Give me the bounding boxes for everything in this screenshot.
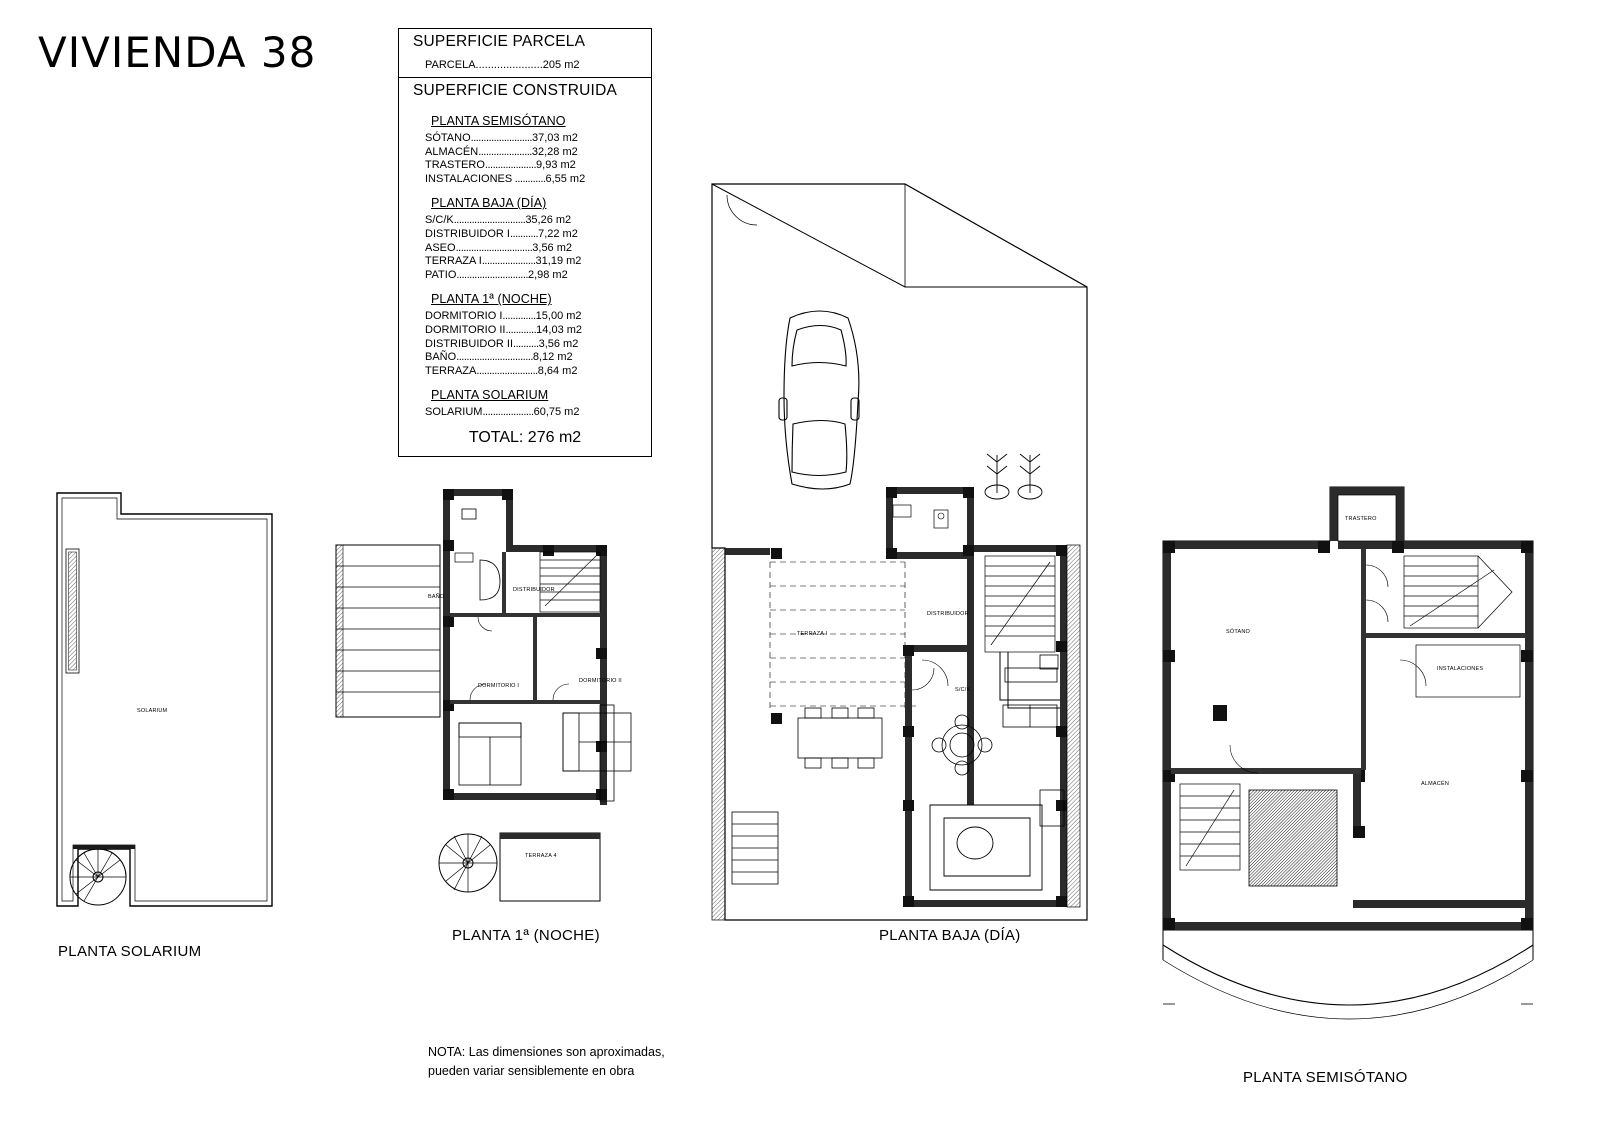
room-label-sck: S/C/K — [955, 687, 971, 693]
area-row-dots: ..................... — [481, 255, 536, 268]
area-row-dots: ..................... — [478, 145, 532, 158]
area-row-name: SÓTANO — [425, 132, 471, 144]
room-label-terraza-noche: TERRAZA 4 — [525, 853, 557, 859]
caption-planta-semisotano: PLANTA SEMISÓTANO — [1243, 1069, 1408, 1086]
area-row-value: 8,64 m2 — [537, 364, 578, 377]
section-heading-baja: PLANTA BAJA (DÍA) — [431, 196, 547, 211]
section-heading-noche: PLANTA 1ª (NOCHE) — [431, 292, 552, 307]
area-row-name: TRASTERO — [425, 159, 485, 172]
room-label-almacen: ALMACÉN — [1421, 781, 1449, 787]
area-row-dots: .......... — [513, 337, 539, 350]
room-label-instalaciones: INSTALACIONES — [1437, 666, 1484, 672]
area-row-value: 35,26 m2 — [525, 214, 572, 227]
area-row-dots: ............ — [505, 323, 537, 336]
section-heading-solarium: PLANTA SOLARIUM — [431, 388, 549, 403]
area-row-value: 6,55 m2 — [545, 172, 586, 185]
plant-icon — [985, 454, 1042, 499]
area-row-name: DISTRIBUIDOR I — [425, 227, 510, 240]
area-row-dots: ........... — [509, 227, 539, 240]
area-row-dots: ........................ — [476, 364, 538, 377]
area-row-name: SOLARIUM — [425, 406, 483, 419]
area-row-name: DORMITORIO I — [425, 310, 503, 323]
page-title: VIVIENDA 38 — [38, 28, 317, 77]
room-label-dormitorio-ii: DORMITORIO II — [579, 678, 622, 684]
area-row-dots: ............................ — [456, 268, 528, 281]
area-row-value: 15,00 m2 — [535, 310, 582, 323]
caption-planta-primera: PLANTA 1ª (NOCHE) — [452, 927, 600, 944]
parcela-dots: ...................... — [475, 59, 543, 71]
room-label-bano: BAÑO — [428, 594, 445, 600]
area-row-name: TERRAZA I — [425, 255, 482, 268]
area-row-value: 32,28 m2 — [531, 145, 578, 158]
area-row-dots: ............................ — [453, 214, 526, 227]
plan-baja-dia — [712, 184, 1087, 920]
area-row-name: DISTRIBUIDOR II — [425, 337, 514, 350]
room-label-distribuidor-i: DISTRIBUIDOR — [927, 611, 969, 617]
room-label-solarium: SOLARIUM — [137, 708, 168, 714]
room-label-dormitorio-i: DORMITORIO I — [478, 683, 520, 689]
total-area: TOTAL: 276 m2 — [468, 428, 582, 446]
area-row-value: 2,98 m2 — [527, 268, 568, 281]
car-icon — [779, 311, 859, 489]
parcela-value: 205 m2 — [542, 59, 580, 71]
room-label-trastero: TRASTERO — [1345, 516, 1377, 522]
area-row-value: 7,22 m2 — [538, 227, 578, 240]
area-row-dots: .................... — [482, 406, 534, 419]
section-heading-semisotano: PLANTA SEMISÓTANO — [431, 114, 566, 128]
caption-planta-baja: PLANTA BAJA (DÍA) — [879, 927, 1021, 944]
area-row-dots: .............................. — [455, 241, 533, 254]
plan-solarium — [57, 493, 272, 906]
spiral-stair-noche — [439, 834, 497, 892]
parcela-name: PARCELA — [425, 59, 476, 71]
spiral-stair-solarium — [70, 849, 126, 905]
area-row-name: INSTALACIONES — [425, 172, 513, 185]
area-row-dots: ............. — [502, 310, 536, 323]
caption-planta-solarium: PLANTA SOLARIUM — [58, 943, 202, 960]
area-row-name: DORMITORIO II — [425, 323, 506, 336]
area-row-name: ALMACÉN — [425, 145, 479, 158]
note-line-1: NOTA: Las dimensiones son aproximadas, — [428, 1045, 665, 1059]
area-row-value: 8,12 m2 — [532, 351, 573, 364]
area-row-name: TERRAZA — [425, 364, 477, 377]
area-row-name: S/C/K — [425, 214, 454, 227]
parcela-heading: SUPERFICIE PARCELA — [413, 33, 586, 50]
room-label-sotano: SÓTANO — [1226, 629, 1251, 635]
room-label-terraza-i: TERRAZA I — [797, 631, 828, 637]
area-row-value: 3,56 m2 — [532, 241, 573, 254]
area-row-name: ASEO — [425, 241, 456, 254]
area-row-value: 3,56 m2 — [538, 337, 579, 350]
area-row-name: BAÑO — [425, 351, 457, 364]
area-row-dots: ........................ — [470, 132, 532, 144]
area-row-dots: .................... — [484, 159, 537, 172]
room-label-distribuidor-ii: DISTRIBUIDOR — [513, 587, 555, 593]
area-row-value: 37,03 m2 — [532, 132, 578, 144]
disclaimer-note — [428, 1043, 665, 1081]
area-row-value: 14,03 m2 — [536, 323, 583, 336]
area-row-dots: .............................. — [456, 351, 533, 364]
construida-heading: SUPERFICIE CONSTRUIDA — [413, 82, 617, 99]
area-row-dots: ............ — [512, 172, 546, 185]
area-row-value: 9,93 m2 — [536, 159, 576, 172]
area-row-value: 31,19 m2 — [535, 255, 582, 268]
area-row-name: PATIO — [425, 268, 457, 281]
area-row-value: 60,75 m2 — [533, 406, 580, 419]
plan-primera-noche — [336, 489, 631, 901]
note-line-2: pueden variar sensiblemente en obra — [428, 1064, 635, 1078]
plan-semisotano — [1163, 487, 1533, 1019]
